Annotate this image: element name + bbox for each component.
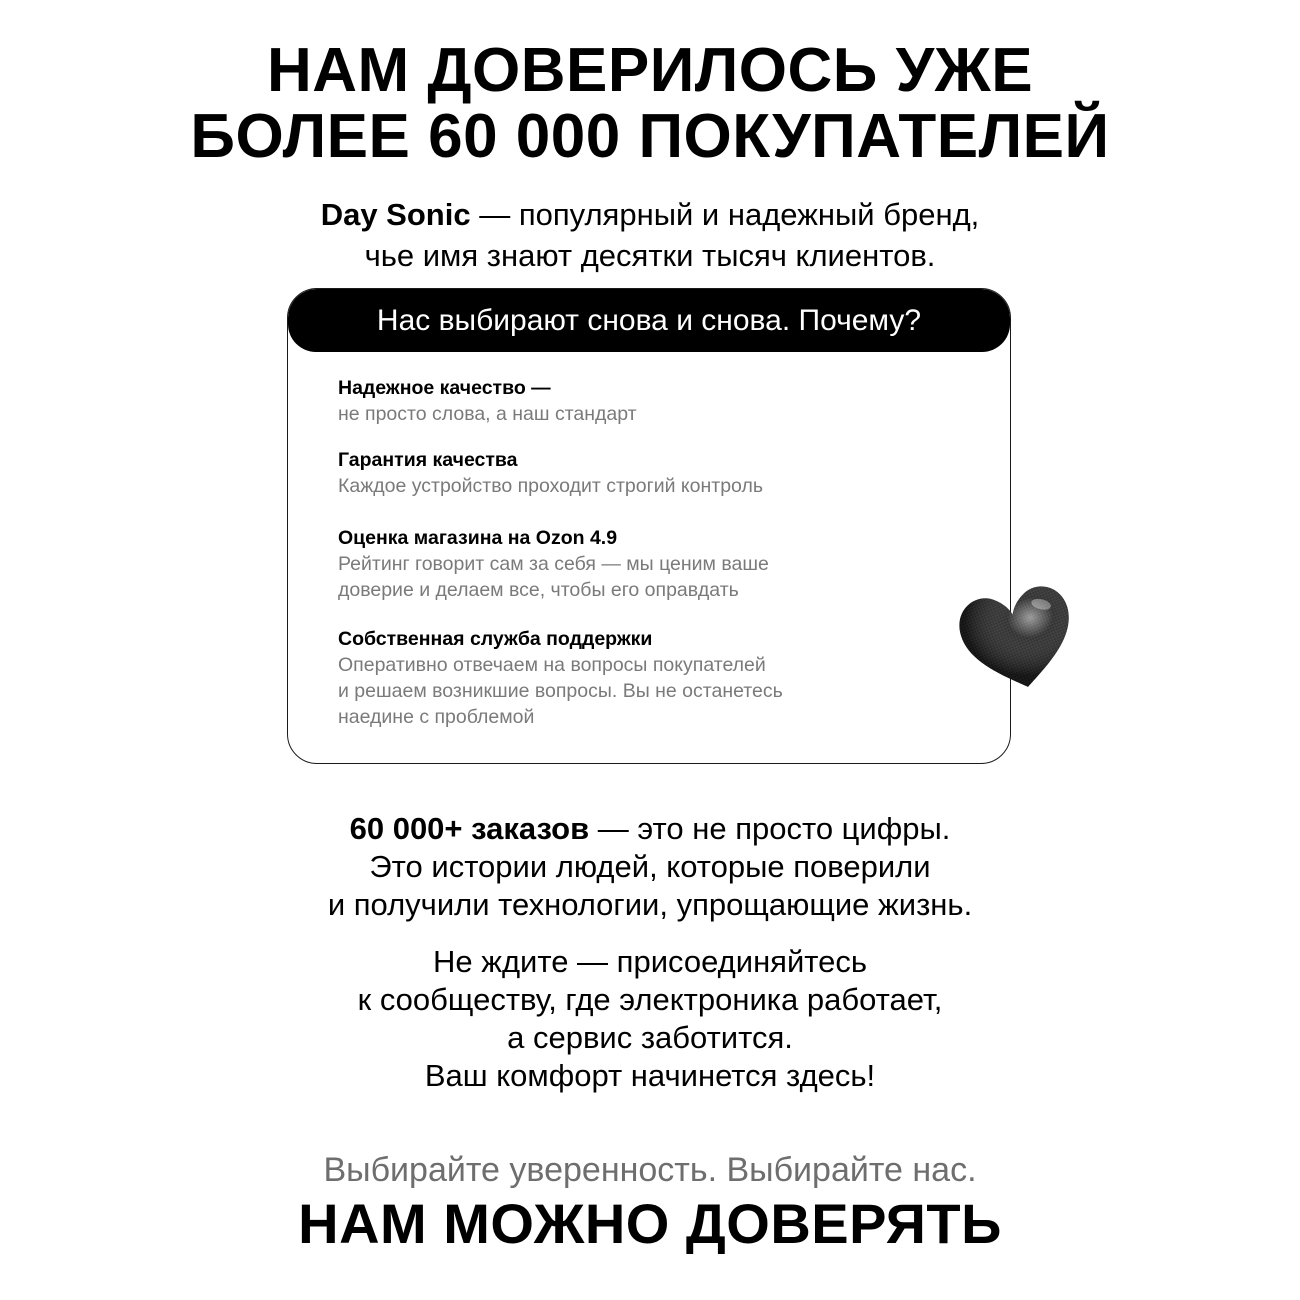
feature-desc: Оперативно отвечаем на вопросы покупателей	[338, 654, 766, 676]
headline	[0, 38, 1300, 170]
intro-line-1: — популярный и надежный бренд,	[470, 197, 980, 232]
headline-line-2: БОЛЕЕ 60 000 ПОКУПАТЕЛЕЙ	[190, 102, 1110, 171]
feature-desc: не просто слова, а наш стандарт	[338, 403, 637, 425]
feature-support	[338, 626, 938, 730]
orders-line-3: и получили технологии, упрощающие жизнь.	[327, 887, 973, 922]
intro-line-2: чье имя знают десятки тысяч клиентов.	[364, 238, 936, 273]
invite-line-2: к сообществу, где электроника работает,	[357, 982, 943, 1017]
invite-text	[0, 943, 1300, 1095]
card-header: Нас выбирают снова и снова. Почему?	[288, 289, 1010, 352]
orders-line-1: — это не просто цифры.	[589, 811, 951, 846]
closing-headline: НАМ МОЖНО ДОВЕРЯТЬ	[298, 1192, 1002, 1255]
feature-title: Надежное качество —	[338, 377, 551, 399]
invite-line-1: Не ждите — присоединяйтесь	[432, 944, 868, 979]
tagline: Выбирайте уверенность. Выбирайте нас.	[323, 1151, 977, 1189]
feature-desc: Рейтинг говорит сам за себя — мы ценим ваше	[338, 553, 769, 575]
orders-count: 60 000+ заказов	[349, 811, 590, 846]
brand-name: Day Sonic	[320, 197, 471, 232]
reasons-card	[287, 288, 1011, 764]
orders-line-2: Это истории людей, которые поверили	[369, 849, 931, 884]
invite-line-4: Ваш комфорт начинется здесь!	[424, 1058, 876, 1093]
invite-line-3: а сервис заботится.	[507, 1020, 793, 1055]
feature-desc: доверие и делаем все, чтобы его оправдать	[338, 579, 739, 601]
feature-desc: Каждое устройство проходит строгий контроль	[338, 475, 763, 497]
feature-title: Гарантия качества	[338, 449, 518, 471]
feature-title: Оценка магазина на Ozon 4.9	[338, 527, 618, 549]
feature-desc: наедине с проблемой	[338, 706, 535, 728]
feature-title: Собственная служба поддержки	[338, 628, 653, 650]
headline-line-1: НАМ ДОВЕРИЛОСЬ УЖЕ	[266, 36, 1034, 105]
feature-guarantee	[338, 447, 938, 499]
intro-text	[0, 194, 1300, 276]
feature-rating	[338, 525, 938, 603]
orders-text	[0, 810, 1300, 924]
feature-quality	[338, 375, 938, 427]
heart-icon	[952, 570, 1082, 700]
feature-desc: и решаем возникшие вопросы. Вы не останетесь	[338, 680, 783, 702]
